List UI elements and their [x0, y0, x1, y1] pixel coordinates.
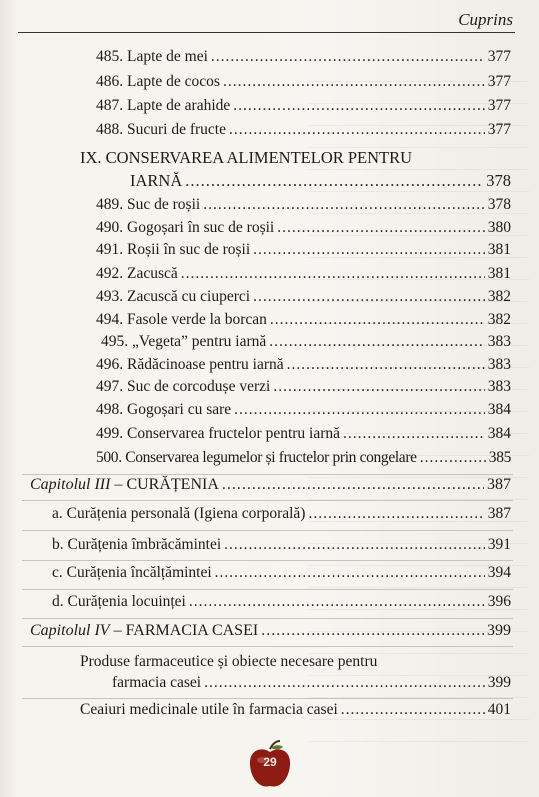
toc-entry-label: 492. Zacuscă [96, 265, 178, 282]
leader-dots [287, 355, 485, 375]
header-rule [18, 32, 515, 33]
toc-entry-488 [96, 120, 511, 140]
row-divider [22, 500, 513, 501]
row-divider [22, 618, 513, 619]
toc-entry-produse-line1: Produse farmaceutice și obiecte necesare pentru [80, 653, 378, 670]
leader-dots [341, 700, 485, 720]
toc-entry-d [52, 592, 511, 612]
toc-section-title-ix: IX. CONSERVAREA ALIMENTELOR PENTRU [80, 148, 413, 167]
leader-dots [270, 310, 485, 330]
toc-entry-496 [96, 355, 511, 375]
leader-dots [181, 264, 485, 284]
leader-dots [233, 96, 484, 116]
toc-entry-page: 377 [487, 121, 511, 138]
toc-entry-produse-line2 [112, 673, 511, 693]
running-header-title: Cuprins [458, 10, 513, 29]
chapter-title: – FARMACIA CASEI [109, 622, 259, 639]
toc-entry-b [52, 535, 511, 555]
toc-entry-page: 387 [487, 476, 511, 493]
row-divider [22, 589, 513, 590]
toc-entry-page: 399 [487, 622, 511, 639]
toc-entry-page: 396 [487, 593, 511, 610]
running-header [0, 8, 539, 36]
leader-dots [215, 563, 485, 583]
toc-chapter-iv [30, 621, 511, 641]
toc-entry-page: 383 [487, 378, 511, 395]
toc-entry-label: d. Curățenia locuinței [52, 593, 186, 610]
toc-chapter-label [30, 475, 219, 495]
toc-entry-500 [96, 448, 511, 468]
toc-entry-page: 383 [487, 333, 511, 350]
toc-entry-page: 378 [486, 171, 511, 190]
toc-entry-page: 384 [487, 401, 511, 418]
toc-entry-label: 488. Sucuri de fructe [96, 121, 226, 138]
toc-entry-label: 495. „Vegeta” pentru iarnă [101, 333, 267, 350]
toc-entry-page: 391 [487, 536, 511, 553]
toc-entry-492 [96, 264, 511, 284]
toc-entry-489 [96, 195, 511, 215]
leader-dots [223, 72, 485, 92]
leader-dots [420, 448, 486, 468]
toc-entry-label: 498. Gogoșari cu sare [96, 401, 232, 418]
toc-entry-label: 486. Lapte de cocos [96, 73, 220, 90]
toc-entry-495 [101, 332, 511, 352]
toc-entry-494 [96, 310, 511, 330]
chapter-number: Capitolul III [30, 476, 111, 493]
toc-entry-page: 380 [487, 219, 511, 236]
toc-entry-page: 382 [487, 311, 511, 328]
toc-entry-page: 383 [487, 356, 511, 373]
toc-entry-page: 378 [487, 196, 511, 213]
leader-dots [273, 377, 484, 397]
toc-entry-label: Ceaiuri medicinale utile în farmacia casei [80, 701, 338, 718]
toc-entry-iarna [130, 171, 511, 191]
row-divider [22, 646, 513, 647]
toc-entry-label: 490. Gogoșari în suc de roșii [96, 219, 275, 236]
toc-chapter-iii [30, 475, 511, 495]
leader-dots [185, 171, 483, 191]
leader-dots [204, 673, 485, 693]
leader-dots [269, 332, 484, 352]
toc-chapter-label [30, 621, 258, 641]
toc-entry-497 [96, 377, 511, 397]
toc-entry-ceaiuri [80, 700, 511, 720]
leader-dots [203, 195, 485, 215]
chapter-title: – CURĂȚENIA [110, 476, 219, 493]
toc-entry-499 [96, 424, 511, 444]
toc-entry-page: 377 [487, 97, 511, 114]
toc-entry-page: 384 [487, 425, 511, 442]
leader-dots [261, 621, 484, 641]
toc-entry-498 [96, 400, 511, 420]
leader-dots [234, 400, 485, 420]
toc-entry-label: farmacia casei [112, 674, 202, 691]
leader-dots [277, 218, 485, 238]
toc-entry-page: 377 [487, 48, 511, 65]
toc-entry-485 [96, 47, 511, 67]
page-number: 29 [263, 755, 277, 769]
toc-entry-page: 399 [487, 674, 511, 691]
toc-entry-493 [96, 287, 511, 307]
toc-entry-491 [96, 240, 511, 260]
toc-entry-label: 500. Conservarea legumelor și fructelor prin congelare [96, 449, 417, 466]
leader-dots [253, 287, 485, 307]
toc-entry-label: b. Curățenia îmbrăcămintei [52, 536, 222, 553]
toc-entry-c [52, 563, 511, 583]
toc-entry-label: 494. Fasole verde la borcan [96, 311, 267, 328]
toc-entry-487 [96, 96, 511, 116]
toc-entry-page: 385 [488, 449, 511, 466]
toc-entry-page: 377 [487, 73, 511, 90]
row-divider [22, 560, 513, 561]
toc-entry-label: 496. Rădăcinoase pentru iarnă [96, 356, 284, 373]
toc-entry-page: 387 [487, 505, 511, 522]
toc-entry-page: 394 [487, 564, 511, 581]
leader-dots [308, 504, 484, 524]
toc-entry-label: 499. Conservarea fructelor pentru iarnă [96, 425, 341, 442]
row-divider [22, 530, 513, 531]
toc-entry-page: 381 [487, 265, 511, 282]
toc-entry-page: 381 [487, 241, 511, 258]
toc-entry-label: IARNĂ [130, 171, 183, 190]
chapter-number: Capitolul IV [30, 622, 110, 639]
toc-entry-486 [96, 72, 511, 92]
toc-entry-label: 489. Suc de roșii [96, 196, 201, 213]
leader-dots [229, 120, 485, 140]
toc-entry-label: 493. Zacuscă cu ciuperci [96, 288, 251, 305]
toc-entry-label: 485. Lapte de mei [96, 48, 208, 65]
leader-dots [343, 424, 485, 444]
toc-entry-a [52, 504, 511, 524]
row-divider [22, 698, 513, 699]
toc-entry-label: a. Curățenia personală (Igiena corporală) [52, 505, 306, 522]
toc-entry-label: c. Curățenia încălțămintei [52, 564, 212, 581]
leader-dots [189, 592, 485, 612]
toc-entry-label: 491. Roșii în suc de roșii [96, 241, 251, 258]
toc-entry-page: 401 [487, 701, 511, 718]
leader-dots [211, 47, 485, 67]
toc-entry-label: 487. Lapte de arahide [96, 97, 231, 114]
leader-dots [253, 240, 485, 260]
toc-entry-490 [96, 218, 511, 238]
leader-dots [224, 535, 485, 555]
leader-dots [222, 475, 484, 495]
toc-entry-page: 382 [487, 288, 511, 305]
toc-entry-label: 497. Suc de corcodușe verzi [96, 378, 271, 395]
apple-page-badge [247, 740, 293, 790]
